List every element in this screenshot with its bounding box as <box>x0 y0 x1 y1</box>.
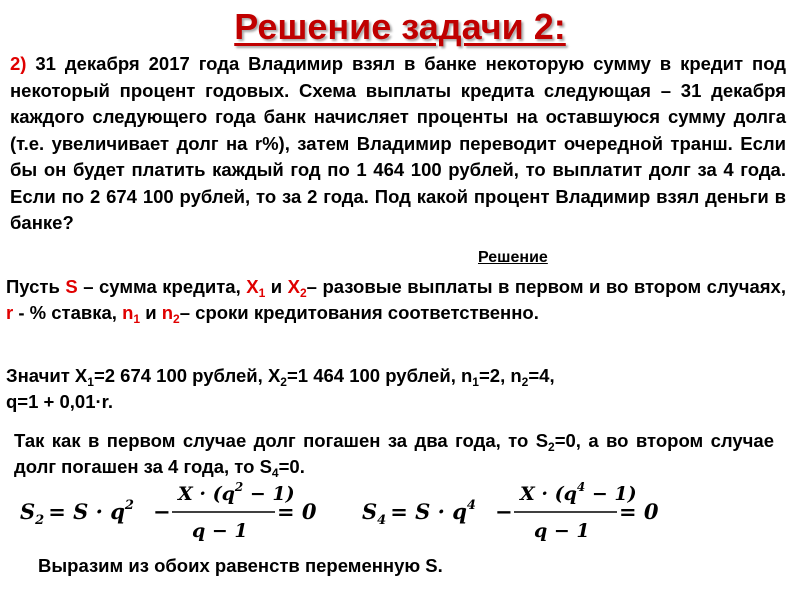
problem-statement <box>10 51 786 237</box>
var-r: r <box>6 302 14 323</box>
svg-text:q − 1: q − 1 <box>192 520 248 542</box>
svg-text:q − 1: q − 1 <box>534 520 590 542</box>
solution-label: Решение <box>478 249 548 266</box>
var-x2: $X_2$ <box>287 276 307 300</box>
problem-number: 2) <box>10 53 27 74</box>
text-span: и <box>140 302 162 323</box>
formula-s2 <box>20 478 320 548</box>
svg-text:S4= S · q4: $S_4 = S \cdot q^4$ <box>362 498 476 528</box>
problem-text: 31 декабря 2017 года Владимир взял в банке некоторую сумму в кредит под некоторый процент годовых. Схема выплаты кредита следующая – 31 декабря каждого следующего года банк начисляет проценты на оставшуюся сумму долга (т.е. увеличивает долг на r%), затем Владимир переводит очередной транш. Если бы он будет платить каждый год по 1 464 100 рублей, то выплатит долг за 4 года. Если по 2 674 100 рублей, то за 2 года. Под какой процент Владимир взял деньги в банке? <box>10 53 786 233</box>
svg-text:X · (q4 − 1): $X \cdot (q^4 - 1)$ <box>520 480 637 505</box>
svg-text:X · (q2 − 1): $X \cdot (q^2 - 1)$ <box>178 480 295 505</box>
text-span: и <box>265 276 288 297</box>
var-x1: $X_1$ <box>246 276 266 300</box>
given-values-paragraph <box>6 363 786 415</box>
svg-text:S2= S · q2: $S_2 = S \cdot q^2$ <box>20 498 134 528</box>
text-span: - % ставка, <box>13 302 123 323</box>
var-s: S <box>65 276 78 297</box>
formula-s4 <box>362 478 662 548</box>
slide-title: Решение задачи 2: <box>234 6 566 47</box>
text-span: – сроки кредитования соответственно. <box>179 302 539 323</box>
condition-paragraph: Так как в первом случае долг погашен за два года, то $S_2=0$, а во втором случае долг погашен за 4 года, то $S_4=0$. <box>14 430 774 480</box>
svg-text:−: − <box>153 499 171 524</box>
conclusion-text: Выразим из обоих равенств переменную S. <box>38 555 443 576</box>
var-n1: $n_1$ <box>122 302 141 326</box>
svg-text:= 0: = 0 <box>277 499 317 524</box>
svg-text:−: − <box>495 499 513 524</box>
var-n2: $n_2$ <box>161 302 180 326</box>
svg-text:= 0: = 0 <box>619 499 659 524</box>
definitions-paragraph <box>6 274 786 326</box>
text-span: – разовые выплаты в первом и во втором случаях, <box>306 276 786 297</box>
text-span: – сумма кредита, <box>77 276 247 297</box>
given-line-1: Значит $X_1=2$ 674 100 рублей, $X_2=1$ 464 100 рублей, $n_1=2$, $n_2=4$, <box>6 365 555 389</box>
text-span: Пусть <box>6 276 66 297</box>
given-line-2: q=1 + 0,01·r. <box>6 391 113 412</box>
